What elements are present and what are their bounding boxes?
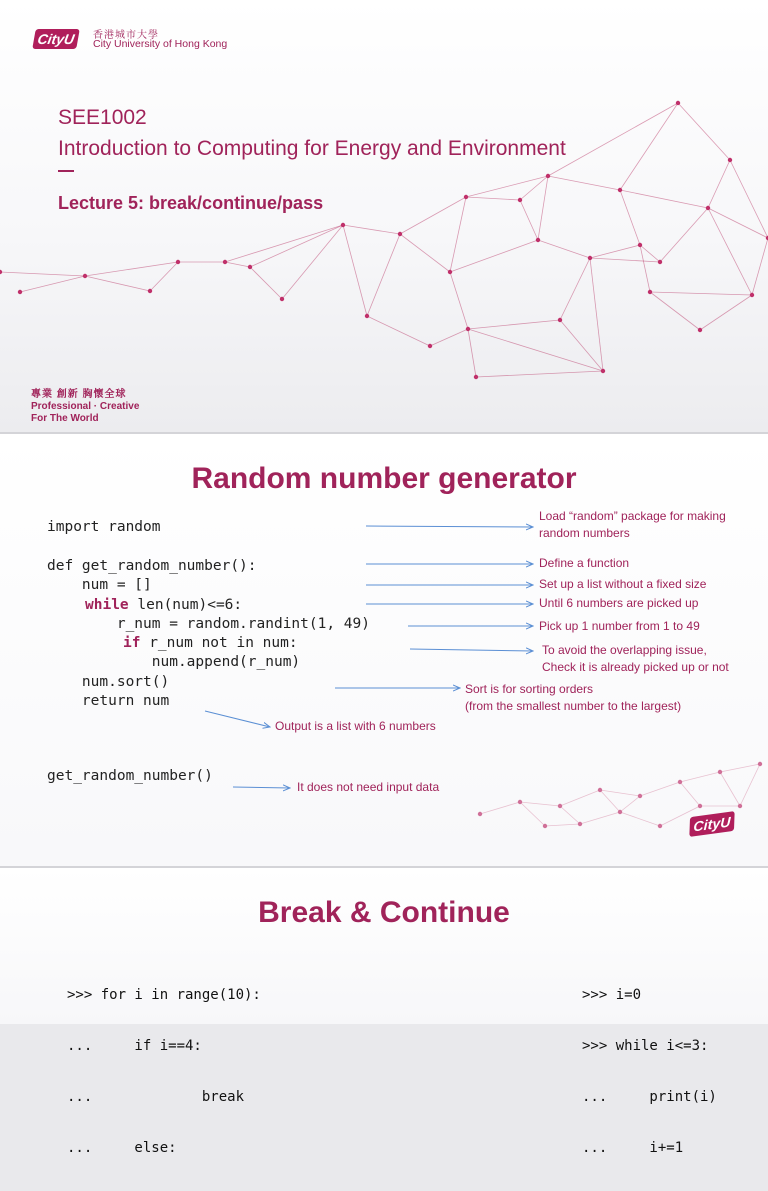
network-link	[752, 238, 768, 295]
network-link	[590, 258, 660, 262]
network-link	[476, 371, 603, 377]
network-link	[700, 295, 752, 330]
network-node	[546, 174, 550, 178]
network-node	[618, 188, 622, 192]
note-sort-line1: Sort is for sorting orders	[465, 682, 594, 696]
network-node	[0, 270, 2, 274]
network-link	[520, 200, 538, 240]
cityu-logo-small: CityU	[689, 811, 734, 837]
network-link	[282, 225, 343, 299]
cityu-logo: CityU	[32, 29, 80, 49]
note-pick: Pick up 1 number from 1 to 49	[539, 619, 700, 633]
network-link	[225, 225, 343, 262]
code-line-import: import random	[47, 519, 161, 535]
left-code-block	[67, 953, 261, 1191]
network-link	[560, 320, 603, 371]
network-link	[468, 329, 476, 377]
network-node	[398, 232, 402, 236]
keyword-while: while	[85, 597, 129, 613]
code-line-sort: num.sort()	[47, 674, 170, 690]
slide-title: Random number generator	[191, 462, 577, 495]
network-link	[450, 240, 538, 272]
network-link	[730, 160, 768, 238]
network-link	[548, 176, 620, 190]
title-divider	[58, 170, 74, 172]
network-link	[650, 292, 700, 330]
network-link	[400, 197, 466, 234]
network-node	[148, 289, 152, 293]
network-link	[343, 225, 400, 234]
network-link	[620, 190, 708, 208]
network-link	[450, 197, 466, 272]
code-line-def: def get_random_number():	[47, 558, 257, 574]
network-link	[708, 208, 768, 238]
note-overlap	[542, 642, 729, 676]
network-link	[85, 262, 178, 276]
network-node	[464, 195, 468, 199]
network-graphic	[0, 0, 768, 432]
slogan-line1: Professional · Creative	[31, 401, 140, 412]
network-node	[18, 290, 22, 294]
slide-title: Break & Continue	[258, 896, 510, 929]
university-name-chinese: 香港城市大學	[93, 30, 159, 41]
lecture-title: Lecture 5: break/continue/pass	[58, 193, 324, 213]
left-code-line: ... if i==4:	[67, 1038, 202, 1054]
network-link	[20, 276, 85, 292]
network-link	[620, 103, 678, 190]
note-list: Set up a list without a fixed size	[539, 577, 707, 591]
network-link	[678, 103, 730, 160]
slogan-line2: For The World	[31, 413, 99, 424]
network-link	[560, 258, 590, 320]
network-node	[365, 314, 369, 318]
network-node	[341, 223, 345, 227]
note-no-input: It does not need input data	[297, 780, 440, 794]
network-node	[280, 297, 284, 301]
network-link	[250, 225, 343, 267]
network-link	[708, 160, 730, 208]
note-overlap-line1: To avoid the overlapping issue,	[542, 643, 707, 657]
code-line-num: num = []	[47, 577, 152, 593]
note-define-function: Define a function	[539, 556, 630, 570]
network-link	[468, 320, 560, 329]
network-node	[676, 101, 680, 105]
network-node	[428, 344, 432, 348]
network-node	[448, 270, 452, 274]
network-link	[708, 208, 752, 295]
network-link	[548, 103, 678, 176]
course-title: Introduction to Computing for Energy and Environment	[58, 137, 566, 160]
network-link	[0, 272, 85, 276]
network-link	[400, 234, 450, 272]
right-code-line: ... print(i)	[582, 1089, 717, 1105]
network-link	[538, 240, 590, 258]
network-node	[536, 238, 540, 242]
right-code-block	[582, 953, 717, 1191]
network-link	[250, 267, 282, 299]
title-slide	[0, 0, 768, 432]
network-node	[248, 265, 252, 269]
network-node	[474, 375, 478, 379]
code-line-return: return num	[47, 693, 170, 709]
course-code: SEE1002	[58, 106, 147, 129]
network-link	[343, 225, 367, 316]
network-node	[83, 274, 87, 278]
network-node	[658, 260, 662, 264]
network-link	[367, 234, 400, 316]
note-import	[539, 508, 726, 542]
network-node	[588, 256, 592, 260]
network-node	[706, 206, 710, 210]
right-code-line: >>> i=0	[582, 987, 642, 1003]
network-link	[650, 292, 752, 295]
network-node	[698, 328, 702, 332]
code-line-append: num.append(r_num)	[47, 654, 301, 670]
code-line-randint: r_num = random.randint(1, 49)	[47, 616, 371, 632]
network-link	[225, 262, 250, 267]
keyword-if: if	[123, 635, 141, 651]
left-code-line: >>> for i in range(10):	[67, 987, 261, 1003]
network-node	[223, 260, 227, 264]
note-output: Output is a list with 6 numbers	[275, 719, 436, 733]
network-link	[450, 272, 468, 329]
code-if-rest: r_num not in num:	[140, 635, 298, 651]
slogan	[31, 389, 139, 425]
network-link	[85, 276, 150, 291]
network-link	[466, 197, 520, 200]
note-overlap-line2: Check it is already picked up or not	[542, 660, 729, 674]
network-link	[660, 208, 708, 262]
network-link	[590, 258, 603, 371]
network-node	[750, 293, 754, 297]
network-link	[367, 316, 430, 346]
network-node	[638, 243, 642, 247]
random-number-slide	[0, 434, 768, 866]
network-link	[620, 190, 640, 245]
network-link	[468, 329, 603, 371]
network-node	[648, 290, 652, 294]
right-code-line: >>> while i<=3:	[582, 1038, 709, 1054]
note-sort-line2: (from the smallest number to the largest)	[465, 699, 682, 713]
break-continue-slide	[0, 868, 768, 1156]
network-link	[430, 329, 468, 346]
left-code-line: ... else:	[67, 1140, 177, 1156]
network-node	[176, 260, 180, 264]
left-code-line: ... break	[67, 1089, 245, 1105]
network-node	[558, 318, 562, 322]
right-code-line: ... i+=1	[582, 1140, 684, 1156]
network-node	[601, 369, 605, 373]
note-until: Until 6 numbers are picked up	[539, 596, 699, 610]
note-import-line1: Load “random” package for making	[539, 509, 726, 523]
code-line-call: get_random_number()	[47, 768, 213, 784]
network-link	[150, 262, 178, 291]
university-name-english: City University of Hong Kong	[93, 38, 228, 50]
network-link	[590, 245, 640, 258]
network-node	[466, 327, 470, 331]
network-node	[728, 158, 732, 162]
note-sort	[465, 681, 681, 715]
note-import-line2: random numbers	[539, 526, 630, 540]
network-node	[518, 198, 522, 202]
code-while-rest: len(num)<=6:	[128, 597, 243, 613]
slogan-chinese: 專業 創新 胸懷全球	[31, 389, 127, 400]
network-link	[538, 176, 548, 240]
